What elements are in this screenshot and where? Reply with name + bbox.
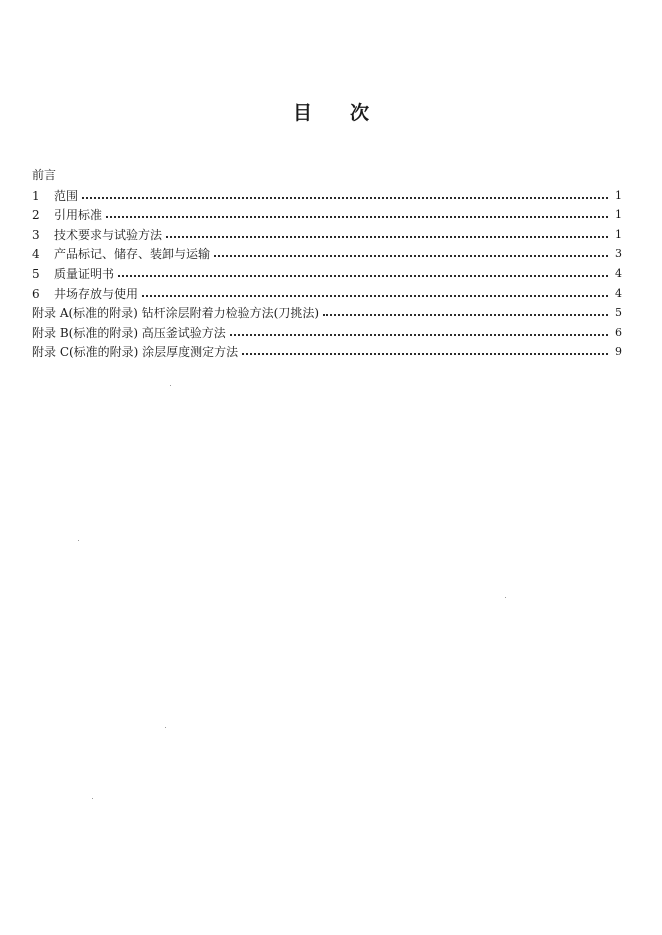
toc-entry-title: 引用标准 <box>54 208 103 223</box>
scan-speck <box>165 727 166 728</box>
toc-entry-title: 质量证明书 <box>54 266 115 281</box>
toc-entry-number: 1 <box>32 188 40 203</box>
toc-entry-5 <box>32 262 622 282</box>
scan-speck <box>170 385 171 386</box>
scan-speck <box>92 798 93 799</box>
toc-entry-number: 2 <box>32 208 40 223</box>
toc-preface: 前言 <box>32 168 57 182</box>
toc-entry-appendix-a <box>32 302 622 322</box>
toc-entry-title: 附录 B(标准的附录) 高压釜试验方法 <box>32 325 226 340</box>
toc-entry-number: 3 <box>32 227 40 242</box>
toc-entry-page: 3 <box>615 247 622 261</box>
toc-entry-4 <box>32 243 622 263</box>
title-char-2: 次 <box>350 102 370 124</box>
toc-entry-title: 附录 A(标准的附录) 钻杆涂层附着力检验方法(刀挑法) <box>32 306 320 321</box>
toc-entry-6 <box>32 282 622 302</box>
toc-entry-appendix-b <box>32 321 622 341</box>
toc-entry-page: 4 <box>615 266 622 280</box>
toc-leader-dots <box>82 197 608 199</box>
toc-leader-dots <box>230 334 608 336</box>
scan-speck <box>78 540 79 541</box>
toc-entry-page: 6 <box>615 325 622 339</box>
toc-entry-page: 1 <box>615 227 622 241</box>
scan-speck <box>505 597 506 598</box>
toc-entry-2 <box>32 204 622 224</box>
toc-leader-dots <box>142 295 608 297</box>
page-title <box>0 98 662 125</box>
toc-entry-appendix-c <box>32 341 622 361</box>
toc-leader-dots <box>323 314 608 316</box>
toc-leader-dots <box>242 353 608 355</box>
toc-leader-dots <box>118 275 608 277</box>
toc-entry-number: 4 <box>32 247 40 262</box>
toc-leader-dots <box>214 255 608 257</box>
toc-leader-dots <box>166 236 608 238</box>
toc-entry-title: 附录 C(标准的附录) 涂层厚度测定方法 <box>32 345 239 360</box>
toc-entry-number: 5 <box>32 266 40 281</box>
toc-entry-page: 1 <box>615 188 622 202</box>
toc-entry-3 <box>32 223 622 243</box>
toc-entry-page: 4 <box>615 286 622 300</box>
toc-leader-dots <box>106 216 608 218</box>
toc-entry-title: 范围 <box>54 188 79 203</box>
toc-entry-number: 6 <box>32 286 40 301</box>
toc-entry-page: 9 <box>615 345 622 359</box>
toc-entry-title: 产品标记、储存、装卸与运输 <box>54 247 211 262</box>
toc-entry-title: 井场存放与使用 <box>54 286 139 301</box>
toc-entry-1 <box>32 184 622 204</box>
title-char-1: 目 <box>292 102 312 124</box>
table-of-contents <box>32 184 622 360</box>
toc-entry-title: 技术要求与试验方法 <box>54 227 163 242</box>
toc-entry-page: 1 <box>615 208 622 222</box>
toc-entry-page: 5 <box>615 306 622 320</box>
